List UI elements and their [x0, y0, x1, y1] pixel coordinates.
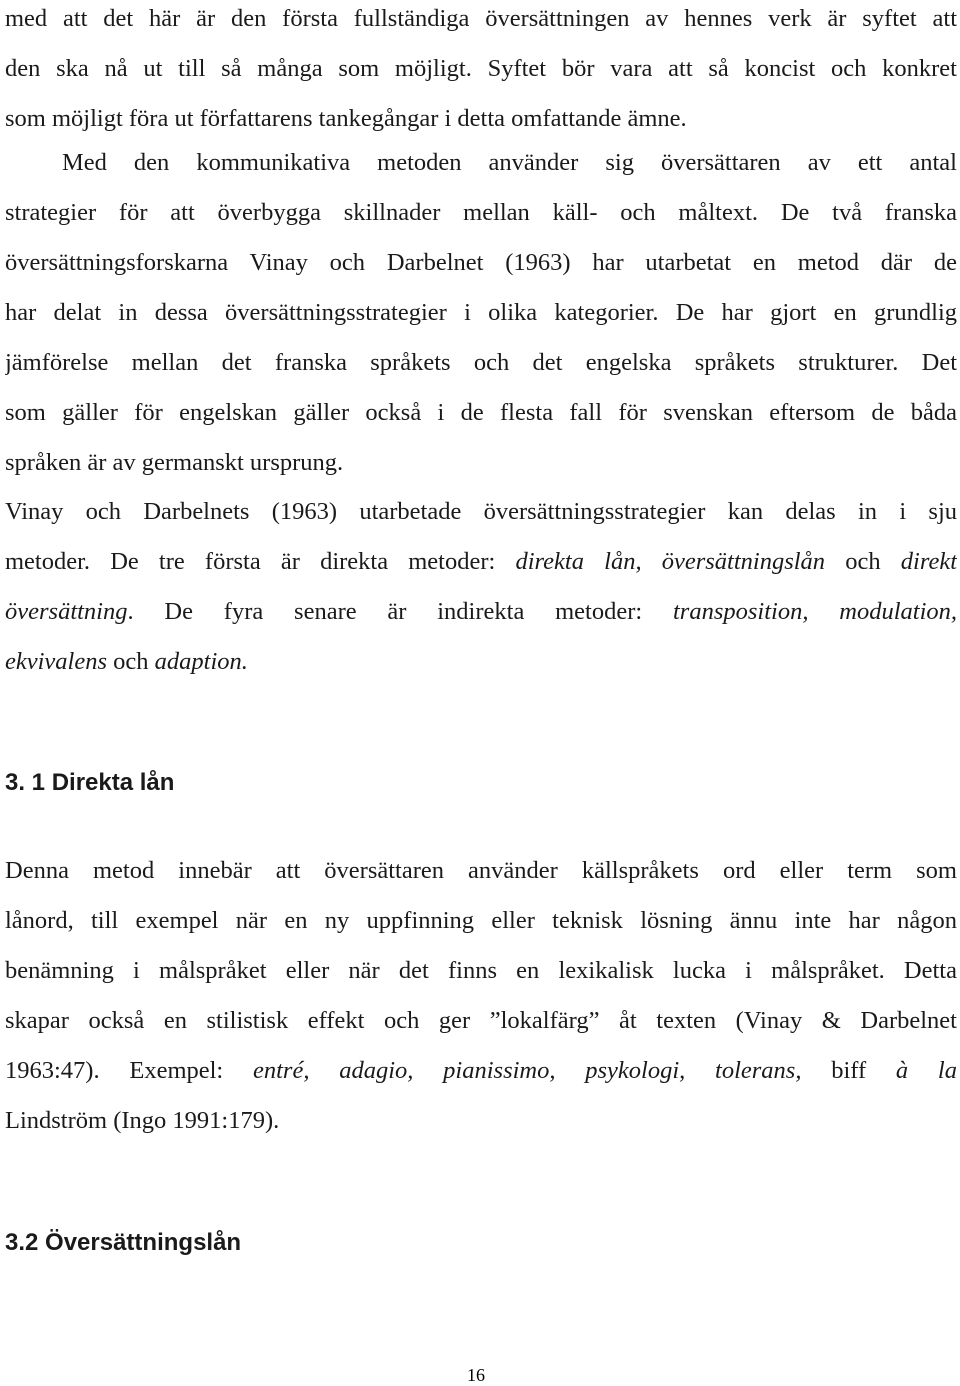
section-heading-oversattningslan: 3.2 Översättningslån	[5, 1229, 242, 1256]
italic-term: direkt	[900, 548, 957, 575]
text-run: . De fyra senare är indirekta metoder:	[127, 598, 673, 625]
italic-term: à la	[895, 1057, 957, 1084]
italic-term: direkta lån, översättningslån	[515, 548, 826, 575]
text-run: metoder. De tre första är direkta metoder:	[5, 548, 516, 575]
text-line: översättningsforskarna Vinay och Darbelnet (1963) har utarbetat en metod där de	[5, 249, 957, 276]
text-run: och	[107, 648, 155, 675]
text-line: som möjligt föra ut författarens tankegångar i detta omfattande ämne.	[5, 105, 687, 132]
text-run: och	[825, 548, 901, 575]
text-run: 1963:47). Exempel:	[5, 1057, 253, 1084]
paragraph-direkta-lan	[5, 846, 957, 1146]
text-line	[5, 1046, 957, 1096]
page-number: 16	[467, 1365, 485, 1385]
paragraph-continuation	[5, 0, 957, 144]
text-line: lånord, till exempel när en ny uppfinning eller teknisk lösning ännu inte har någon	[5, 907, 957, 934]
italic-term: adaption.	[154, 648, 248, 675]
text-line: Med den kommunikativa metoden använder sig översättaren av ett antal	[62, 149, 957, 176]
text-line: benämning i målspråket eller när det finns en lexikalisk lucka i målspråket. Detta	[5, 957, 957, 984]
text-line: den ska nå ut till så många som möjligt. Syftet bör vara att så koncist och konkret	[5, 55, 957, 82]
paragraph-strategier	[5, 487, 957, 687]
paragraph-kommunikativa-metoden	[5, 138, 957, 488]
text-line: jämförelse mellan det franska språkets och det engelska språkets strukturer. Det	[5, 349, 957, 376]
text-line	[5, 637, 957, 687]
text-line: språken är av germanskt ursprung.	[5, 449, 344, 476]
text-line	[5, 537, 957, 587]
text-run: biff	[801, 1057, 896, 1084]
text-line	[5, 587, 957, 637]
section-heading-direkta-lan: 3. 1 Direkta lån	[5, 769, 175, 796]
text-line: Denna metod innebär att översättaren använder källspråkets ord eller term som	[5, 857, 957, 884]
text-line: strategier för att överbygga skillnader mellan käll- och måltext. De två franska	[5, 199, 957, 226]
text-line: Lindström (Ingo 1991:179).	[5, 1107, 280, 1134]
text-line: Vinay och Darbelnets (1963) utarbetade översättningsstrategier kan delas in i sju	[5, 498, 957, 525]
italic-term: entré, adagio, pianissimo, psykologi, tolerans,	[253, 1057, 802, 1084]
italic-term: transposition, modulation,	[673, 598, 957, 625]
text-line: som gäller för engelskan gäller också i de flesta fall för svenskan eftersom de båda	[5, 399, 957, 426]
text-line: har delat in dessa översättningsstrategier i olika kategorier. De har gjort en grundlig	[5, 299, 957, 326]
italic-term: ekvivalens	[5, 648, 108, 675]
text-line: med att det här är den första fullständiga översättningen av hennes verk är syftet att	[5, 5, 957, 32]
text-line: skapar också en stilistisk effekt och ger ”lokalfärg” åt texten (Vinay & Darbelnet	[5, 1007, 957, 1034]
italic-term: översättning	[5, 598, 128, 625]
